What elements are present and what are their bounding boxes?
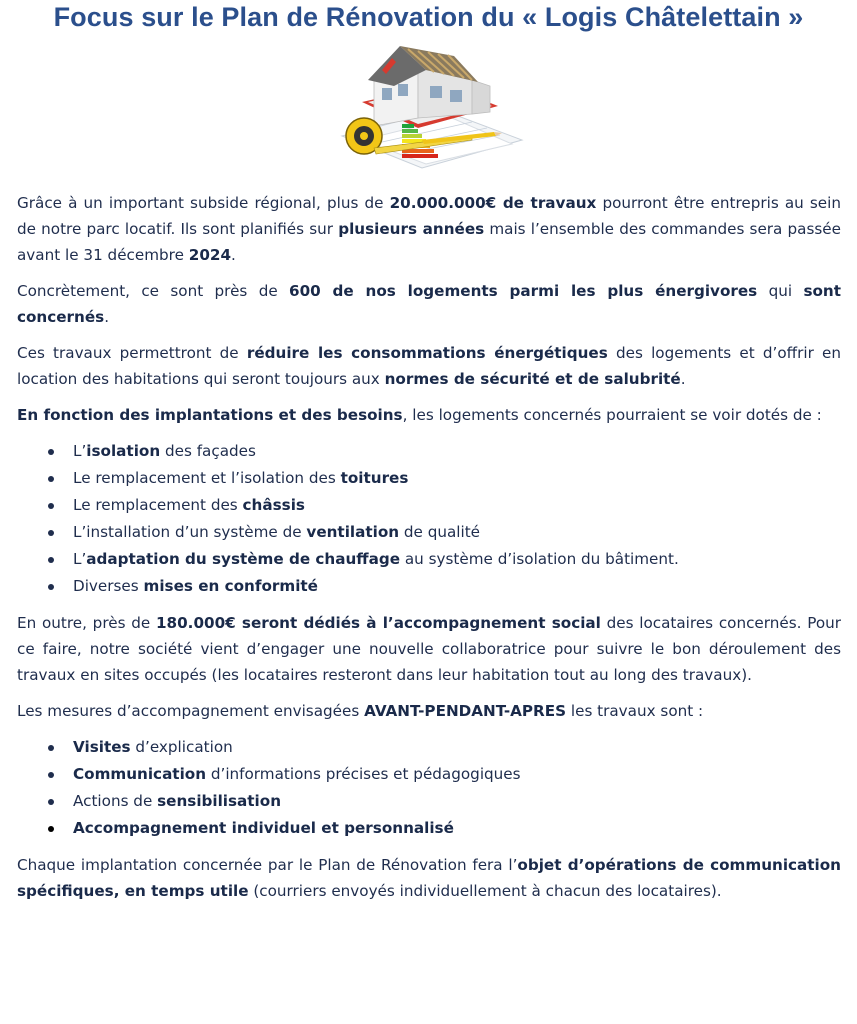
- emphasis: 2024: [188, 246, 232, 264]
- text: .: [231, 246, 236, 264]
- text: Concrètement, ce sont près de: [17, 282, 290, 300]
- emphasis: En fonction des implantations et des besoins: [17, 406, 403, 424]
- list-item: L’isolation des façades: [73, 438, 841, 465]
- list-item: Le remplacement et l’isolation des toitures: [73, 465, 841, 492]
- paragraph-communication: [17, 852, 841, 904]
- text: mais l’ensemble des commandes sera passée avant le 31 décembre: [17, 220, 841, 264]
- emphasis: AVANT-PENDANT-APRES: [364, 702, 567, 720]
- text: qui: [757, 282, 804, 300]
- emphasis: objet d’opérations de communication spécifiques, en temps utile: [17, 856, 841, 900]
- paragraph-works-intro: [17, 402, 841, 428]
- list-item: Communication d’informations précises et pédagogiques: [73, 761, 841, 788]
- text: , les logements concernés pourraient se voir dotés de :: [402, 406, 822, 424]
- emphasis: réduire les consommations énergétiques: [246, 344, 608, 362]
- paragraph-measures-intro: [17, 698, 841, 724]
- paragraph-subsidy: [17, 190, 841, 268]
- text: Chaque implantation concernée par le Plan de Rénovation fera l’: [17, 856, 518, 874]
- article-body: [17, 190, 841, 914]
- text: des logements et d’offrir en location des habitations qui seront toujours aux: [17, 344, 841, 388]
- paragraph-benefits: [17, 340, 841, 392]
- list-item: Le remplacement des châssis: [73, 492, 841, 519]
- page-title: Focus sur le Plan de Rénovation du « Logis Châtelettain »: [53, 2, 804, 32]
- list-item: Diverses mises en conformité: [73, 573, 841, 600]
- works-list: [17, 438, 841, 600]
- list-item: Accompagnement individuel et personnalisé: [73, 815, 841, 842]
- text: pourront être entrepris au sein de notre parc locatif. Ils sont planifiés sur: [17, 194, 841, 238]
- emphasis: plusieurs années: [338, 220, 485, 238]
- emphasis: 180.000€ seront dédiés à l’accompagnement social: [155, 614, 601, 632]
- list-item: L’installation d’un système de ventilation de qualité: [73, 519, 841, 546]
- text: En outre, près de: [17, 614, 156, 632]
- emphasis: 20.000.000€ de travaux: [389, 194, 597, 212]
- list-item: L’adaptation du système de chauffage au système d’isolation du bâtiment.: [73, 546, 841, 573]
- emphasis: 600 de nos logements parmi les plus énergivores: [289, 282, 758, 300]
- paragraph-housing-count: [17, 278, 841, 330]
- emphasis: normes de sécurité et de salubrité: [384, 370, 681, 388]
- text: les travaux sont :: [566, 702, 704, 720]
- text: Les mesures d’accompagnement envisagées: [17, 702, 365, 720]
- house-renovation-illustration: [322, 40, 528, 176]
- text: des locataires concernés. Pour ce faire, notre société vient d’engager une nouvelle collaboratrice pour suivre le bon déroulement des travaux en sites occupés (les locataires resteront dans leur habitation tout au long des travaux).: [17, 614, 841, 684]
- text: .: [680, 370, 686, 388]
- text: Grâce à un important subside régional, plus de: [17, 194, 390, 212]
- text: Ces travaux permettront de: [17, 344, 247, 362]
- text: (courriers envoyés individuellement à chacun des locataires).: [248, 882, 722, 900]
- paragraph-social-support: [17, 610, 841, 688]
- text: .: [104, 308, 110, 326]
- list-item: Actions de sensibilisation: [73, 788, 841, 815]
- emphasis: sont concernés: [17, 282, 841, 326]
- measures-list: [17, 734, 841, 842]
- list-item: Visites d’explication: [73, 734, 841, 761]
